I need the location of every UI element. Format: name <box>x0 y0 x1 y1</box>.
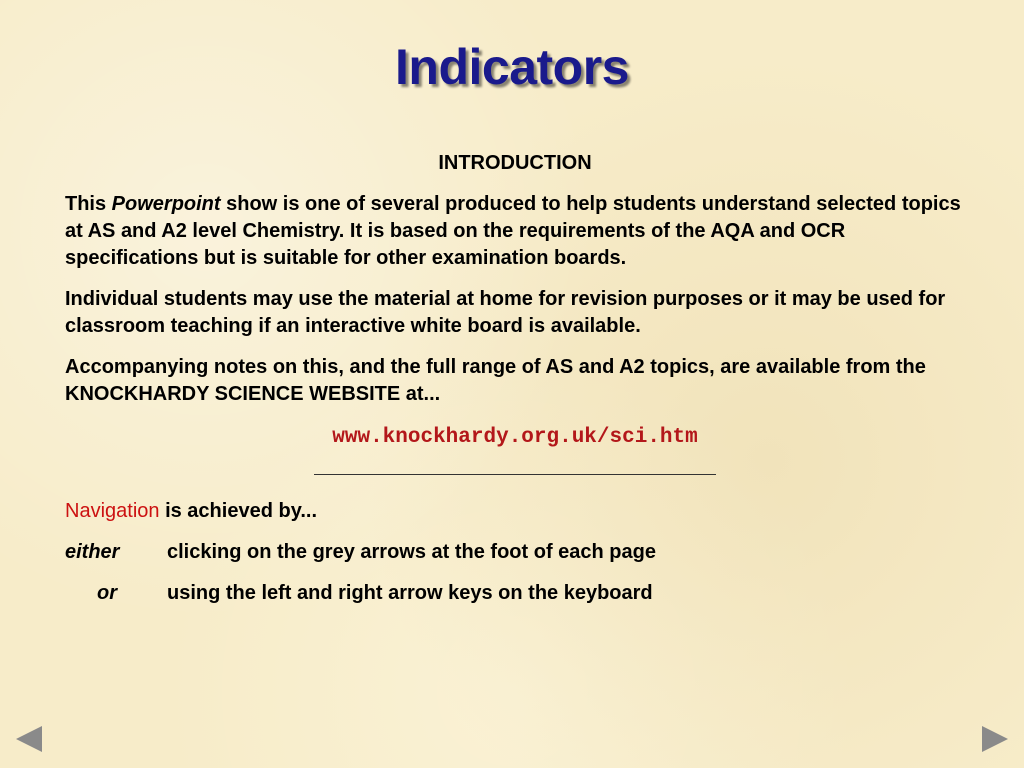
slide-content <box>65 150 965 621</box>
slide-title: Indicators <box>395 39 629 95</box>
intro-paragraph-2: Individual students may use the material at home for revision purposes or it may be used for classroom teaching if an interactive white board is available. <box>65 288 946 337</box>
right-arrow-icon[interactable] <box>982 726 1008 752</box>
navigation-option-either <box>65 539 965 566</box>
p1-italic: Powerpoint <box>111 193 221 215</box>
divider <box>314 474 716 475</box>
navigation-option-or <box>65 580 965 607</box>
option-either-text: clicking on the grey arrows at the foot of each page <box>167 541 656 563</box>
website-link[interactable]: www.knockhardy.org.uk/sci.htm <box>332 426 698 449</box>
navigation-rest: is achieved by... <box>159 500 317 522</box>
p1-before: This <box>65 193 112 215</box>
p1-after: show is one of several produced to help students understand selected topics at AS and A2 level Chemistry. It is based on the requirements of the AQA and OCR specifications but is suitable for other examination boards. <box>65 193 961 269</box>
option-or-key: or <box>97 582 117 604</box>
option-or-text: using the left and right arrow keys on the keyboard <box>167 582 653 604</box>
intro-paragraph-3: Accompanying notes on this, and the full range of AS and A2 topics, are available from the KNOCKHARDY SCIENCE WEBSITE at... <box>65 356 926 405</box>
intro-paragraph-1 <box>65 191 965 272</box>
option-either-key: either <box>65 541 120 563</box>
navigation-line <box>65 498 965 525</box>
left-arrow-icon[interactable] <box>16 726 42 752</box>
navigation-word: Navigation <box>65 500 160 522</box>
intro-heading: INTRODUCTION <box>438 152 592 174</box>
